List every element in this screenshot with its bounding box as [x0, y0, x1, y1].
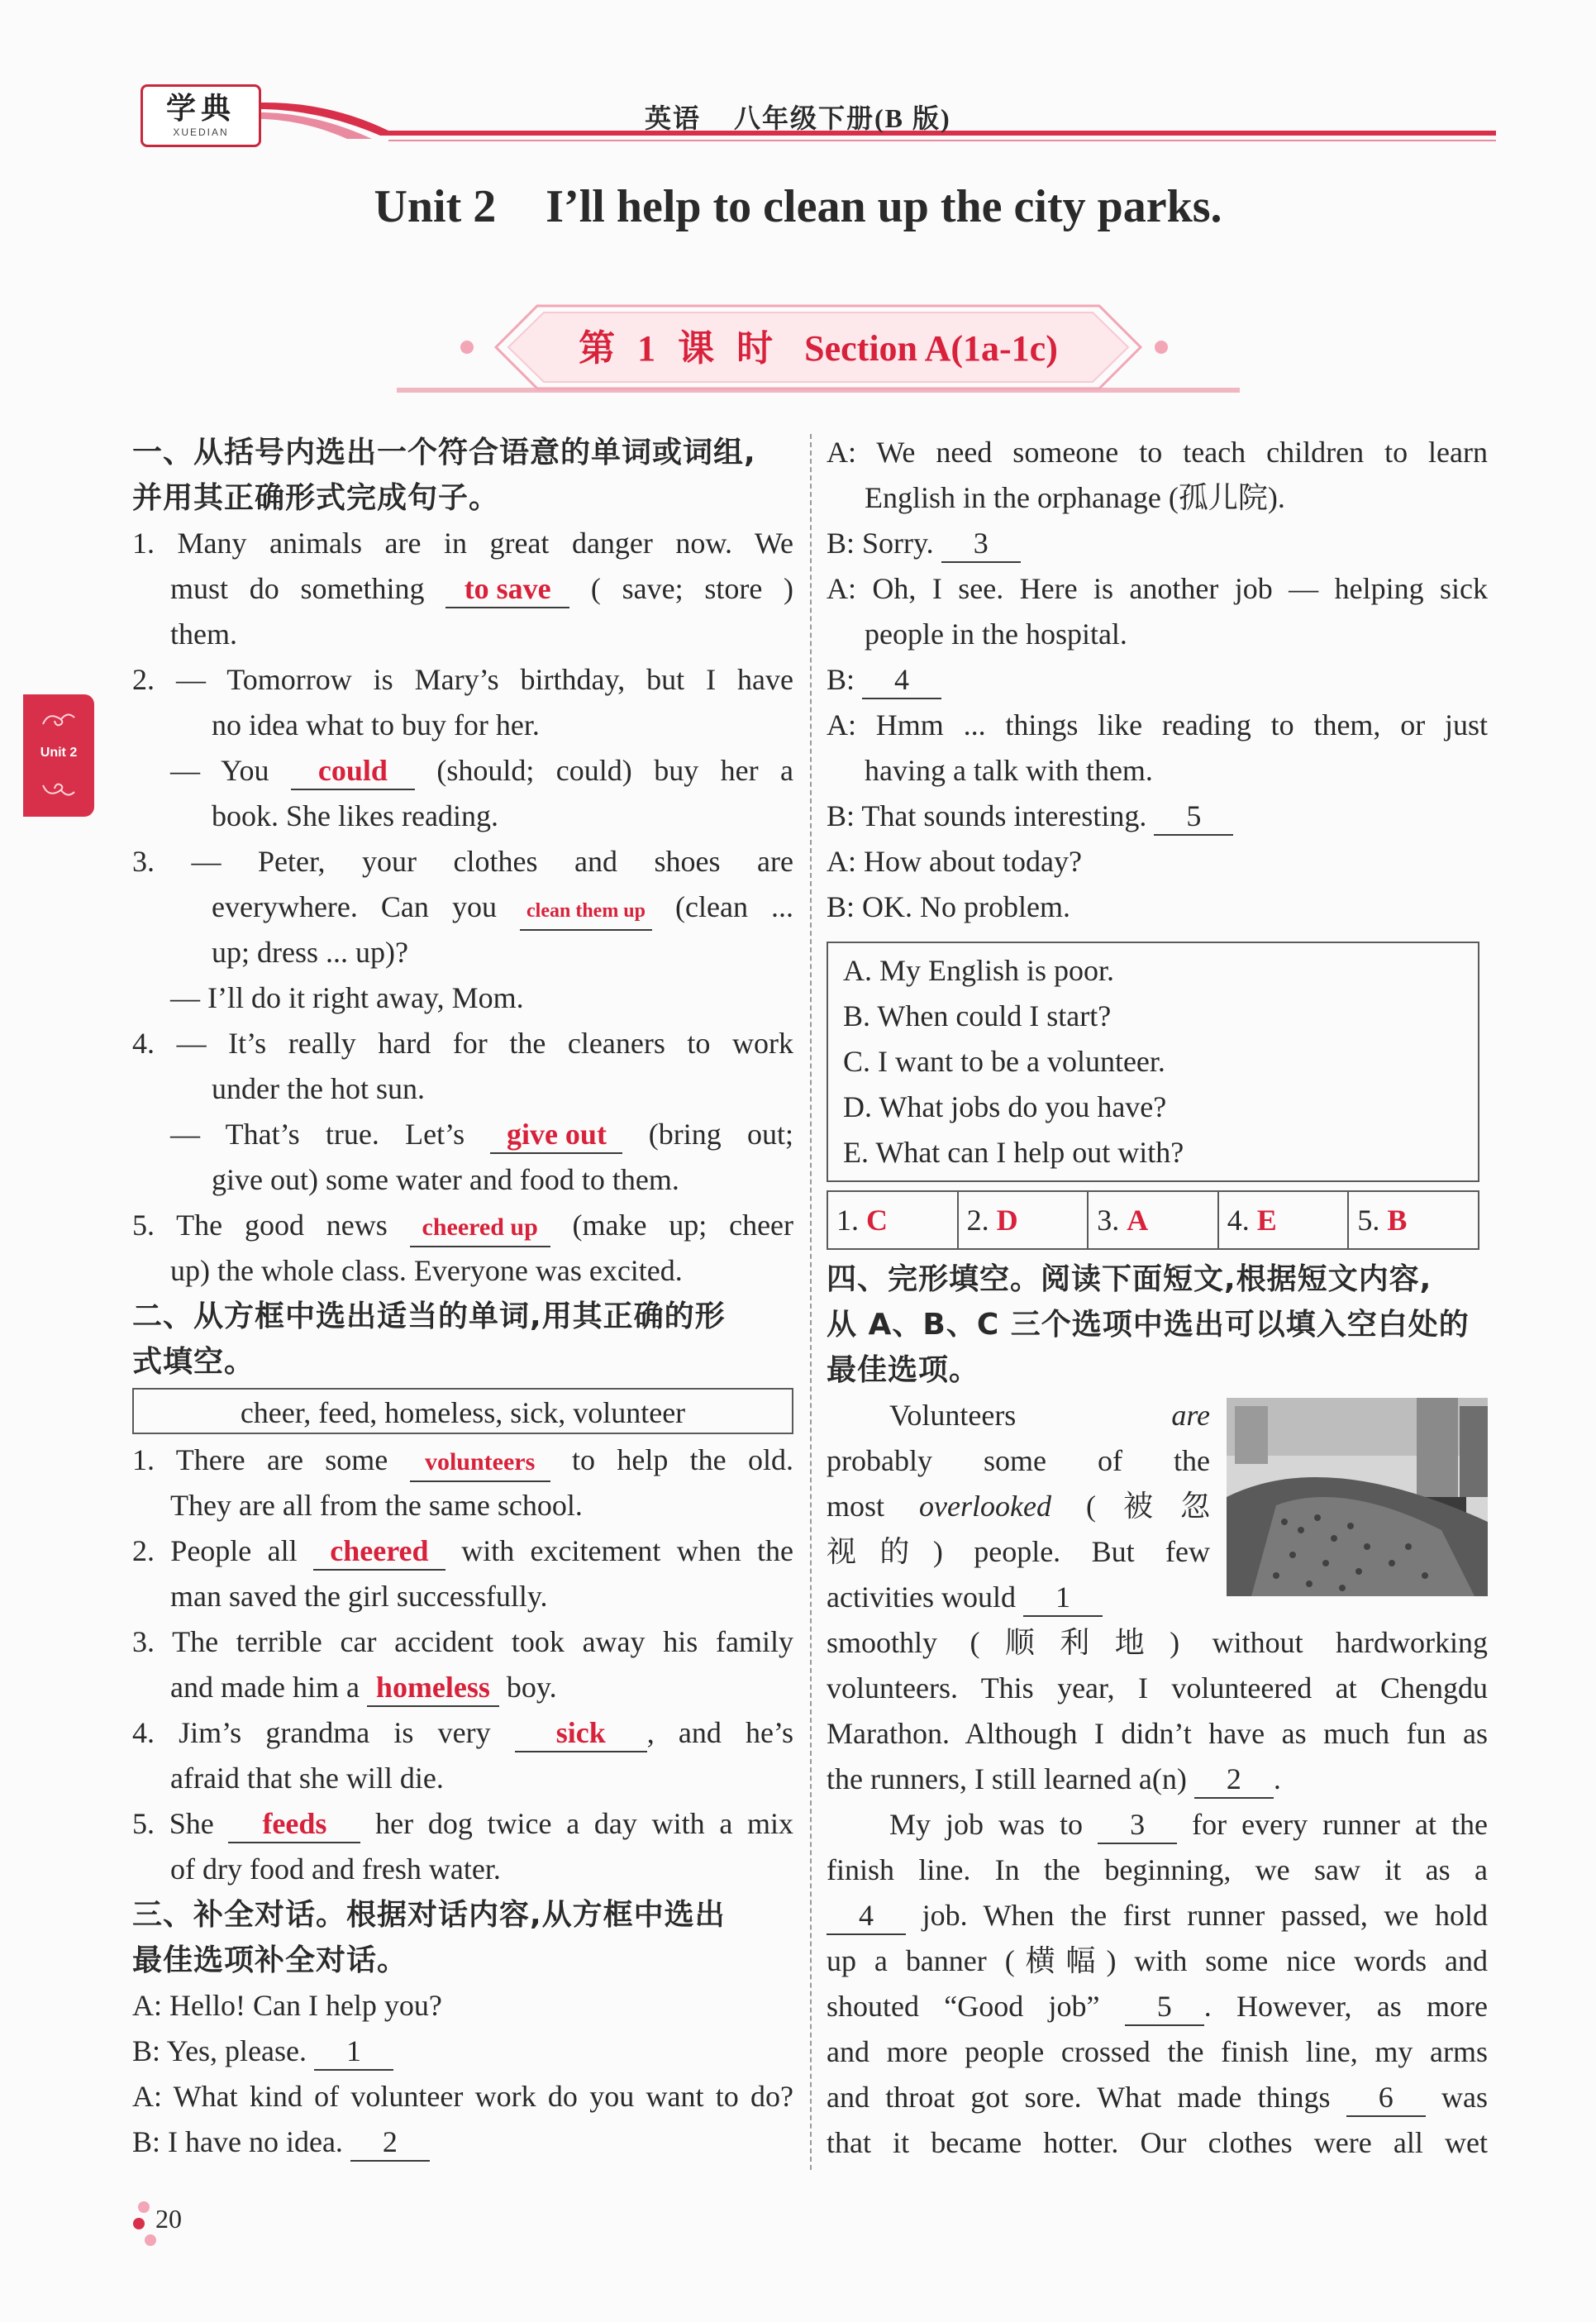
lesson-label: 第 1 课 时 [579, 328, 780, 369]
answer-table [827, 1190, 1479, 1250]
option-item: C. I want to be a volunteer. [843, 1045, 1165, 1078]
text: most [827, 1490, 885, 1523]
p1-q1-line2 [132, 566, 793, 612]
marathon-photo [1227, 1398, 1488, 1596]
text: to help the old. [572, 1443, 794, 1476]
p1-q4-line1: 4. — It’s really hard for the cleaners to work [132, 1027, 793, 1060]
text: her dog twice a day with a mix [375, 1807, 794, 1840]
p1-q3-line1: 3. — Peter, your clothes and shoes are [132, 845, 793, 878]
dialogue-line [827, 794, 1488, 839]
logo-chinese: 学典 [165, 92, 236, 125]
text: with excitement when the [461, 1534, 794, 1567]
answer: clean them up [526, 900, 646, 922]
text: boy. [506, 1671, 557, 1704]
answer: B [1387, 1204, 1408, 1237]
dialogue-line: A: We need someone to teach children to learn [827, 436, 1488, 469]
text: 2. People all [132, 1534, 298, 1567]
p1-q4-line2: under the hot sun. [212, 1072, 425, 1105]
part3-heading-cont: 最佳选项补全对话。 [132, 1943, 408, 1977]
header-subject: 英语 [645, 103, 702, 133]
p1-q2-line4: book. She likes reading. [212, 799, 498, 832]
p2-q1-line1 [132, 1438, 793, 1483]
answer-blank [1346, 2079, 1426, 2117]
blank-number: 3 [1130, 1808, 1146, 1841]
text: Volunteers [889, 1399, 1017, 1432]
unit-name: I’ll help to clean up the city parks. [545, 181, 1222, 232]
answer-blank [410, 1442, 550, 1482]
dialogue-line: having a talk with them. [865, 754, 1153, 787]
dialogue-line: English in the orphanage (孤儿院). [865, 481, 1285, 514]
options-box [827, 942, 1479, 1182]
dialogue-line: A: What kind of volunteer work do you want to do? [132, 2080, 793, 2113]
answer: cheered [330, 1534, 429, 1567]
passage-line: finish line. In the beginning, we saw it as a [827, 1853, 1488, 1886]
text: must do something [170, 572, 425, 605]
blank-number: 1 [1055, 1581, 1070, 1614]
header-title [645, 98, 951, 136]
p1-q2-line3 [132, 748, 793, 794]
part4-heading: 四、完形填空。阅读下面短文,根据短文内容, [827, 1262, 1432, 1296]
answer-blank [1194, 1761, 1274, 1799]
answer-cell [1349, 1192, 1478, 1248]
blank-number: 5 [1156, 1990, 1172, 2023]
text: B: That sounds interesting. [827, 799, 1147, 832]
p2-q3-line1: 3. The terrible car accident took away his family [132, 1625, 793, 1658]
cell-number: 4. [1227, 1204, 1250, 1237]
p1-q2-line2: no idea what to buy for her. [212, 708, 540, 741]
part4-heading-cont: 从 A、B、C 三个选项中选出可以填入空白处的 [827, 1308, 1470, 1342]
answer-cell [959, 1192, 1089, 1248]
part1-heading: 一、从括号内选出一个符合语意的单词或词组, [132, 436, 756, 470]
blank-number: 6 [1378, 2081, 1394, 2114]
p1-q2-line1: 2. — Tomorrow is Mary’s birthday, but I have [132, 663, 793, 696]
passage-line [827, 1893, 1488, 1938]
answer-blank [1098, 1806, 1177, 1844]
text: overlooked [919, 1490, 1051, 1523]
answer-blank [490, 1116, 622, 1154]
dialogue-line [132, 2029, 793, 2074]
text: B: Sorry. [827, 527, 934, 560]
blank-number: 4 [859, 1899, 874, 1932]
cell-number: 1. [836, 1204, 859, 1237]
p2-q4-line2: afraid that she will die. [170, 1762, 444, 1795]
text: everywhere. Can you [212, 890, 497, 923]
blank-number: 3 [973, 527, 989, 560]
text: . However, as more [1203, 1990, 1488, 2023]
part1-heading-cont: 并用其正确形式完成句子。 [132, 481, 500, 515]
passage-line [827, 1984, 1488, 2029]
p1-q3-line2 [132, 884, 793, 930]
passage-line [827, 1620, 1488, 1666]
text: (被忽 [1085, 1490, 1210, 1523]
answer: C [866, 1204, 888, 1237]
brand-logo [141, 84, 261, 147]
text: ( save; store ) [590, 572, 794, 605]
header-grade: 八年级下册(B 版) [734, 103, 951, 133]
answer-blank [941, 525, 1021, 563]
p2-q5-line1 [132, 1801, 793, 1847]
text: and made him a [170, 1671, 360, 1704]
dialogue-line [132, 2119, 793, 2165]
cell-number: 2. [966, 1204, 989, 1237]
answer: to save [464, 572, 551, 605]
p2-q1-line2: They are all from the same school. [170, 1489, 583, 1522]
answer-blank [445, 570, 569, 608]
answer-blank [1125, 1988, 1204, 2026]
p2-q2-line1 [132, 1528, 793, 1574]
p1-q5-line1 [132, 1203, 793, 1248]
page-number: 20 [155, 2204, 182, 2234]
part3-heading: 三、补全对话。根据对话内容,从方框中选出 [132, 1898, 726, 1932]
answer-blank [228, 1805, 360, 1843]
p1-q3-line3: up; dress ... up)? [212, 936, 408, 969]
answer-blank [367, 1669, 499, 1707]
blank-number: 2 [382, 2125, 398, 2158]
dialogue-line: B: OK. No problem. [827, 890, 1070, 923]
dialogue-line: people in the hospital. [865, 617, 1127, 651]
passage-line [827, 1802, 1488, 1848]
option-item: E. What can I help out with? [843, 1136, 1184, 1169]
blank-number: 4 [894, 663, 910, 696]
column-divider [810, 434, 812, 2170]
text: (make up; cheer [572, 1209, 794, 1242]
passage-line: Marathon. Although I didn’t have as much fun as [827, 1717, 1488, 1750]
passage-line: probably some of the [827, 1444, 1210, 1477]
option-item: D. What jobs do you have? [843, 1090, 1167, 1123]
text: smoothly (顺利地) [827, 1626, 1180, 1659]
text: (clean ... [675, 890, 794, 923]
text: 5. She [132, 1807, 214, 1840]
answer-blank [314, 2033, 393, 2071]
answer: A [1127, 1204, 1149, 1237]
text: (should; could) buy her a [436, 754, 794, 787]
answer-blank [350, 2124, 430, 2162]
p2-q3-line2 [132, 1665, 793, 1710]
text: B: Yes, please. [132, 2034, 307, 2067]
passage-line: and more people crossed the finish line, my arms [827, 2035, 1488, 2068]
text: are [1171, 1399, 1210, 1432]
text: was [1441, 2081, 1489, 2114]
blank-number: 5 [1186, 799, 1202, 832]
text: , and he’s [646, 1716, 794, 1749]
passage-line: volunteers. This year, I volunteered at Chengdu [827, 1671, 1488, 1705]
dialogue-line: A: Hello! Can I help you? [132, 1989, 442, 2022]
unit-side-tab [23, 694, 94, 817]
unit-title [0, 180, 1596, 233]
text: — You [170, 754, 269, 787]
answer-blank [313, 1533, 445, 1571]
answer: give out [506, 1118, 607, 1151]
p2-q2-line2: man saved the girl successfully. [170, 1580, 548, 1613]
unit-number: Unit 2 [374, 181, 497, 232]
dialogue-line: A: Hmm ... things like reading to them, or just [827, 708, 1488, 741]
answer-blank [291, 752, 415, 790]
answer: could [317, 754, 388, 787]
p1-q4-line3 [132, 1112, 793, 1157]
cell-number: 5. [1357, 1204, 1380, 1237]
answer-blank [862, 661, 941, 699]
marathon-crowd-image [1227, 1398, 1488, 1596]
option-item: B. When could I start? [843, 999, 1112, 1032]
right-column [827, 430, 1488, 2166]
text: the runners, I still learned a(n) [827, 1762, 1187, 1795]
part2-heading: 二、从方框中选出适当的单词,用其正确的形 [132, 1299, 726, 1333]
answer-blank [827, 1897, 906, 1935]
dialogue-line: A: Oh, I see. Here is another job — helping sick [827, 572, 1488, 605]
text: without hardworking [1212, 1626, 1489, 1659]
text: for every runner at the [1192, 1808, 1489, 1841]
part2-heading-cont: 式填空。 [132, 1345, 255, 1379]
part4-heading-cont: 最佳选项。 [827, 1353, 980, 1387]
answer: cheered up [422, 1213, 538, 1241]
text: job. When the first runner passed, we hold [922, 1899, 1488, 1932]
passage-line: up a banner (横幅) with some nice words and [827, 1944, 1488, 1977]
p2-q5-line2: of dry food and fresh water. [170, 1852, 501, 1886]
answer: feeds [262, 1807, 327, 1840]
text: activities would [827, 1581, 1016, 1614]
answer: homeless [375, 1671, 490, 1704]
section-label: Section A(1a-1c) [804, 328, 1058, 369]
answer: volunteers [424, 1448, 536, 1476]
answer-blank [520, 889, 652, 931]
p1-q4-line4: give out) some water and food to them. [212, 1163, 679, 1196]
passage-line [827, 2075, 1488, 2120]
text: shouted “Good job” [827, 1990, 1100, 2023]
answer-blank [1023, 1579, 1103, 1617]
passage-line: that it became hotter. Our clothes were all wet [827, 2126, 1488, 2159]
left-column [132, 430, 793, 2165]
dialogue-line: A: How about today? [827, 845, 1082, 878]
logo-english: XUEDIAN [173, 126, 229, 138]
dialogue-line [827, 657, 1488, 703]
text: 4. Jim’s grandma is very [132, 1716, 491, 1749]
text: (bring out; [648, 1118, 794, 1151]
answer-cell [1219, 1192, 1350, 1248]
text: B: [827, 663, 855, 696]
answer-cell [828, 1192, 959, 1248]
swirl-icon [40, 709, 78, 729]
answer: D [996, 1204, 1018, 1237]
passage-line [827, 1757, 1488, 1802]
side-tab-label: Unit 2 [40, 746, 78, 760]
text: 5. The good news [132, 1209, 388, 1242]
answer-blank [515, 1714, 647, 1752]
p1-q1-line3: them. [170, 617, 237, 651]
text: 1. There are some [132, 1443, 388, 1476]
lesson-title [397, 318, 1240, 371]
text: My job was to [889, 1808, 1084, 1841]
p1-q1-line1: 1. Many animals are in great danger now. We [132, 527, 793, 560]
option-item: A. My English is poor. [843, 954, 1115, 987]
answer-blank [410, 1207, 550, 1247]
text: B: I have no idea. [132, 2125, 343, 2158]
word-box: cheer, feed, homeless, sick, volunteer [132, 1388, 793, 1434]
text: and throat got sore. What made things [827, 2081, 1331, 2114]
p1-q3-line4: — I’ll do it right away, Mom. [170, 981, 524, 1014]
answer-cell [1089, 1192, 1219, 1248]
blank-number: 2 [1226, 1762, 1241, 1795]
cell-number: 3. [1097, 1204, 1120, 1237]
text: — That’s true. Let’s [170, 1118, 465, 1151]
passage-line: 视的) people. But few [827, 1535, 1210, 1568]
answer: sick [555, 1716, 606, 1749]
swirl-icon [40, 780, 78, 800]
answer-blank [1154, 798, 1233, 836]
dialogue-line [827, 521, 1488, 566]
text: . [1273, 1762, 1281, 1795]
blank-number: 1 [346, 2034, 362, 2067]
p1-q5-line2: up) the whole class. Everyone was excited. [170, 1254, 683, 1287]
p2-q4-line1 [132, 1710, 793, 1756]
answer: E [1256, 1204, 1277, 1237]
